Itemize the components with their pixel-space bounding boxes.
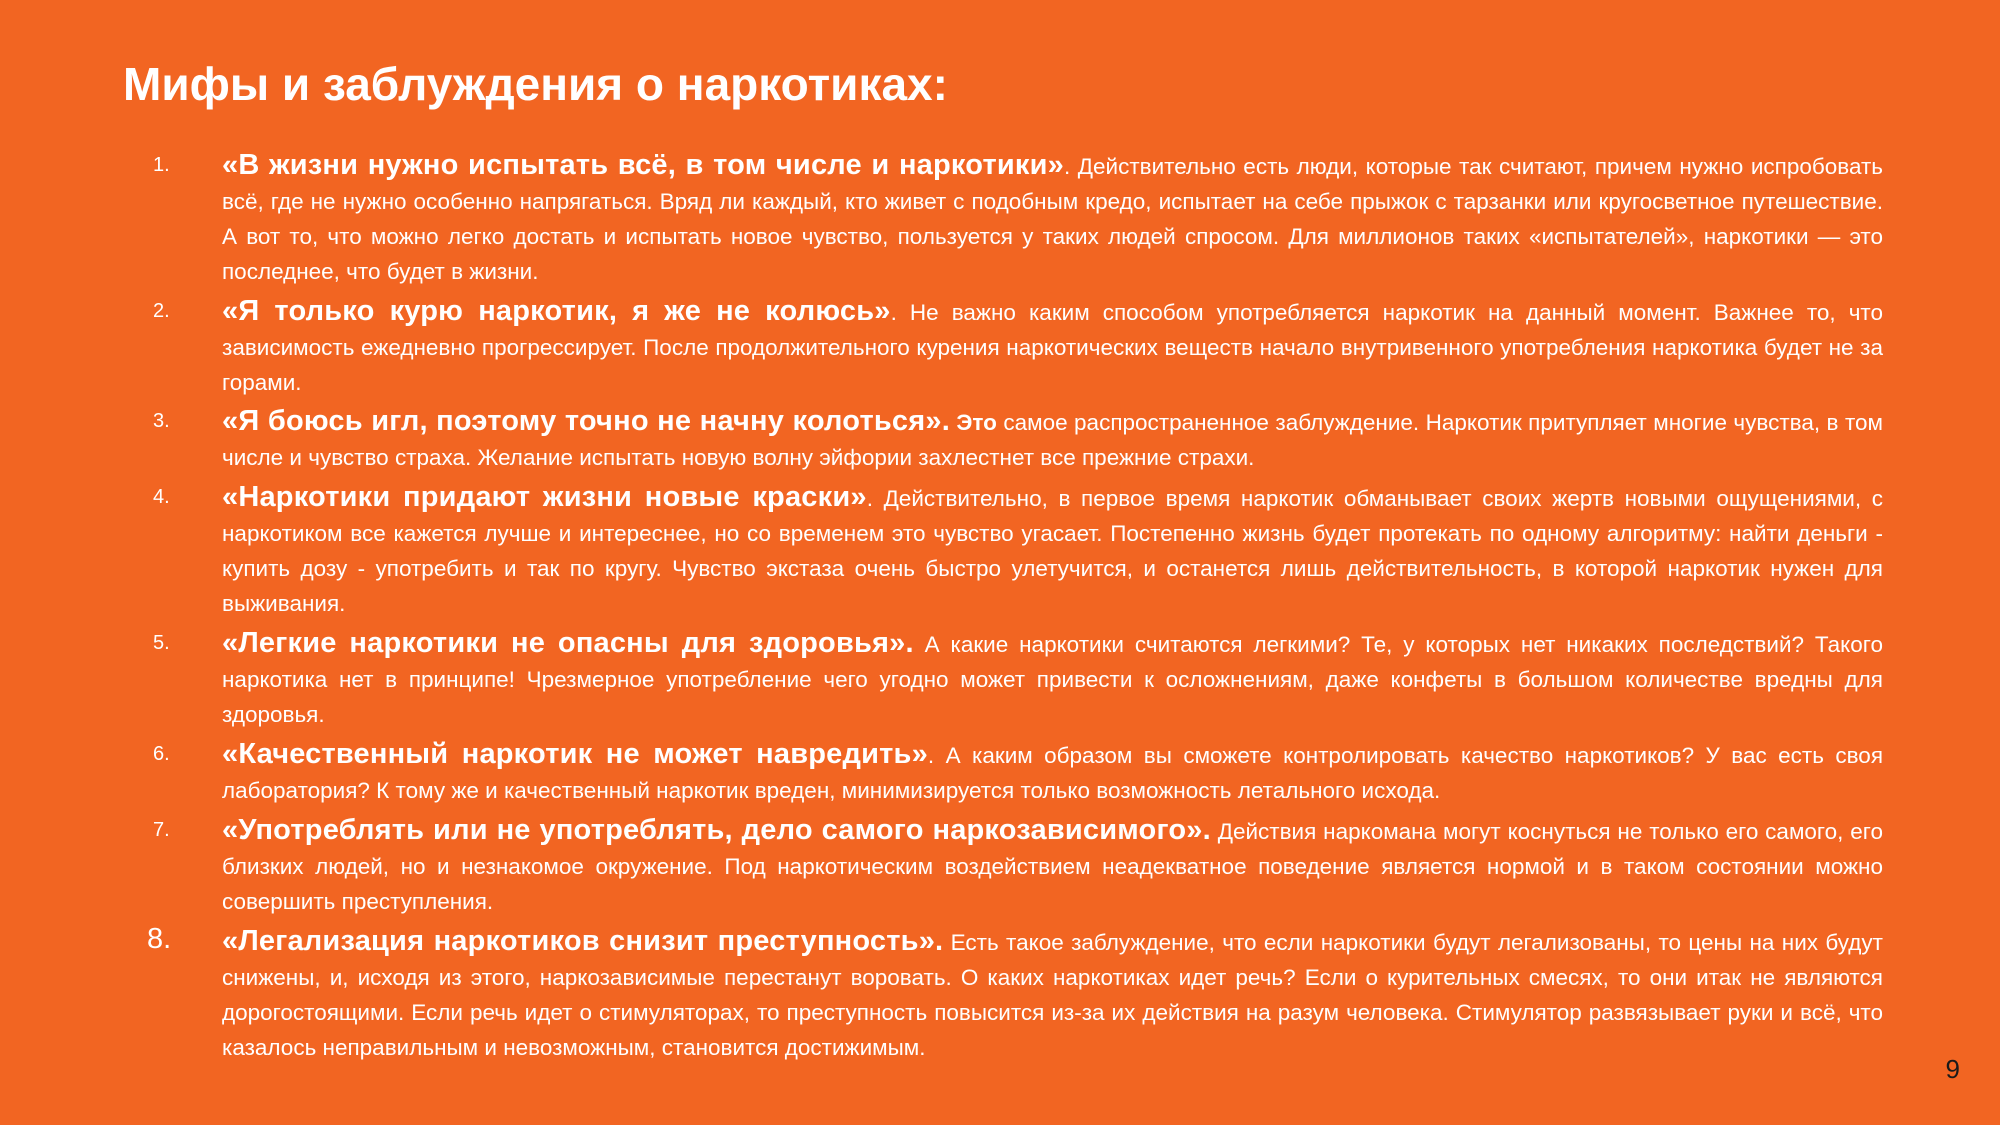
myth-heading: «Я только курю наркотик, я же не колюсь» xyxy=(222,295,891,327)
myth-item-5 xyxy=(0,626,2000,732)
myth-heading: «Качественный наркотик не может навредить» xyxy=(222,738,928,770)
myth-heading: «Я боюсь игл, поэтому точно не начну колоться». xyxy=(222,405,950,437)
myth-item-1 xyxy=(0,148,2000,289)
myth-text: . Не важно каким способом употребляется наркотик на данный момент. Важнее то, что зависимость ежедневно прогрессирует. После продолжительного курения наркотических веществ начало внутривенного употребления наркотика будет не за горами. xyxy=(222,300,1883,395)
myth-item-6 xyxy=(0,737,2000,808)
myth-text: . Действительно, в первое время наркотик обманывает своих жертв новыми ощущениями, с наркотиком все кажется лучше и интереснее, но со временем это чувство угасает. Постепенно жизнь будет протекать по одному алгоритму: найти деньги - купить дозу - употребить и так по кругу. Чувство экстаза очень быстро улетучится, и останется лишь действительность, в которой наркотик нужен для выживания. xyxy=(222,486,1884,616)
myth-item-7 xyxy=(0,813,2000,919)
list-number: 5. xyxy=(153,632,170,654)
myth-heading: «В жизни нужно испытать всё, в том числе и наркотики» xyxy=(222,149,1064,181)
myth-text: . А каким образом вы сможете контролировать качество наркотиков? У вас есть своя лаборатория? К тому же и качественный наркотик вреден, минимизируется только возможность летального исхода. xyxy=(222,743,1883,803)
myth-heading: «Наркотики придают жизни новые краски» xyxy=(222,481,867,513)
myth-list xyxy=(0,148,2000,1070)
page-number: 9 xyxy=(1945,1054,1960,1084)
myth-lead-word: Это xyxy=(949,410,997,435)
myth-item-8 xyxy=(0,924,2000,1065)
myth-text: Действия наркомана могут коснуться не только его самого, его близких людей, но и незнакомое окружение. Под наркотическим воздействием неадекватное поведение является нормой и в таком состоянии можно совершить преступления. xyxy=(222,819,1883,914)
myth-heading: «Легализация наркотиков снизит преступность». xyxy=(222,925,944,957)
myth-item-3 xyxy=(0,404,2000,475)
list-number: 4. xyxy=(153,486,170,508)
myth-heading: «Легкие наркотики не опасны для здоровья». xyxy=(222,627,914,659)
myth-heading: «Употреблять или не употреблять, дело самого наркозависимого». xyxy=(222,814,1211,846)
myth-text: Есть такое заблуждение, что если наркотики будут легализованы, то цены на них будут снижены, и, исходя из этого, наркозависимые перестанут воровать. О каких наркотиках идет речь? Если о курительных смесях, то они итак не являются дорогостоящими. Если речь идет о стимуляторах, то преступность повысится из-за их действия на разум человека. Стимулятор развязывает руки и всё, что казалось неправильным и невозможным, становится достижимым. xyxy=(222,930,1883,1060)
myth-text: . Действительно есть люди, которые так считают, причем нужно испробовать всё, где не нужно особенно напрягаться. Вряд ли каждый, кто живет с подобным кредо, испытает на себе прыжок с тарзанки или кругосветное путешествие. А вот то, что можно легко достать и испытать новое чувство, пользуется у таких людей спросом. Для миллионов таких «испытателей», наркотики — это последнее, что будет в жизни. xyxy=(222,154,1883,284)
myth-text: самое распространенное заблуждение. Наркотик притупляет многие чувства, в том числе и чувство страха. Желание испытать новую волну эйфории захлестнет все прежние страхи. xyxy=(222,410,1883,470)
list-number: 1. xyxy=(153,154,170,176)
myth-item-2 xyxy=(0,294,2000,400)
list-number: 8. xyxy=(147,923,172,955)
myth-text: А какие наркотики считаются легкими? Те, у которых нет никаких последствий? Такого наркотика нет в принципе! Чрезмерное употребление чего угодно может привести к осложнениям, даже конфеты в большом количестве вредны для здоровья. xyxy=(222,632,1883,727)
list-number: 6. xyxy=(153,743,170,765)
slide-title: Мифы и заблуждения о наркотиках: xyxy=(123,58,948,110)
myth-item-4 xyxy=(0,480,2000,621)
list-number: 7. xyxy=(153,819,170,841)
list-number: 3. xyxy=(153,410,170,432)
list-number: 2. xyxy=(153,300,170,322)
